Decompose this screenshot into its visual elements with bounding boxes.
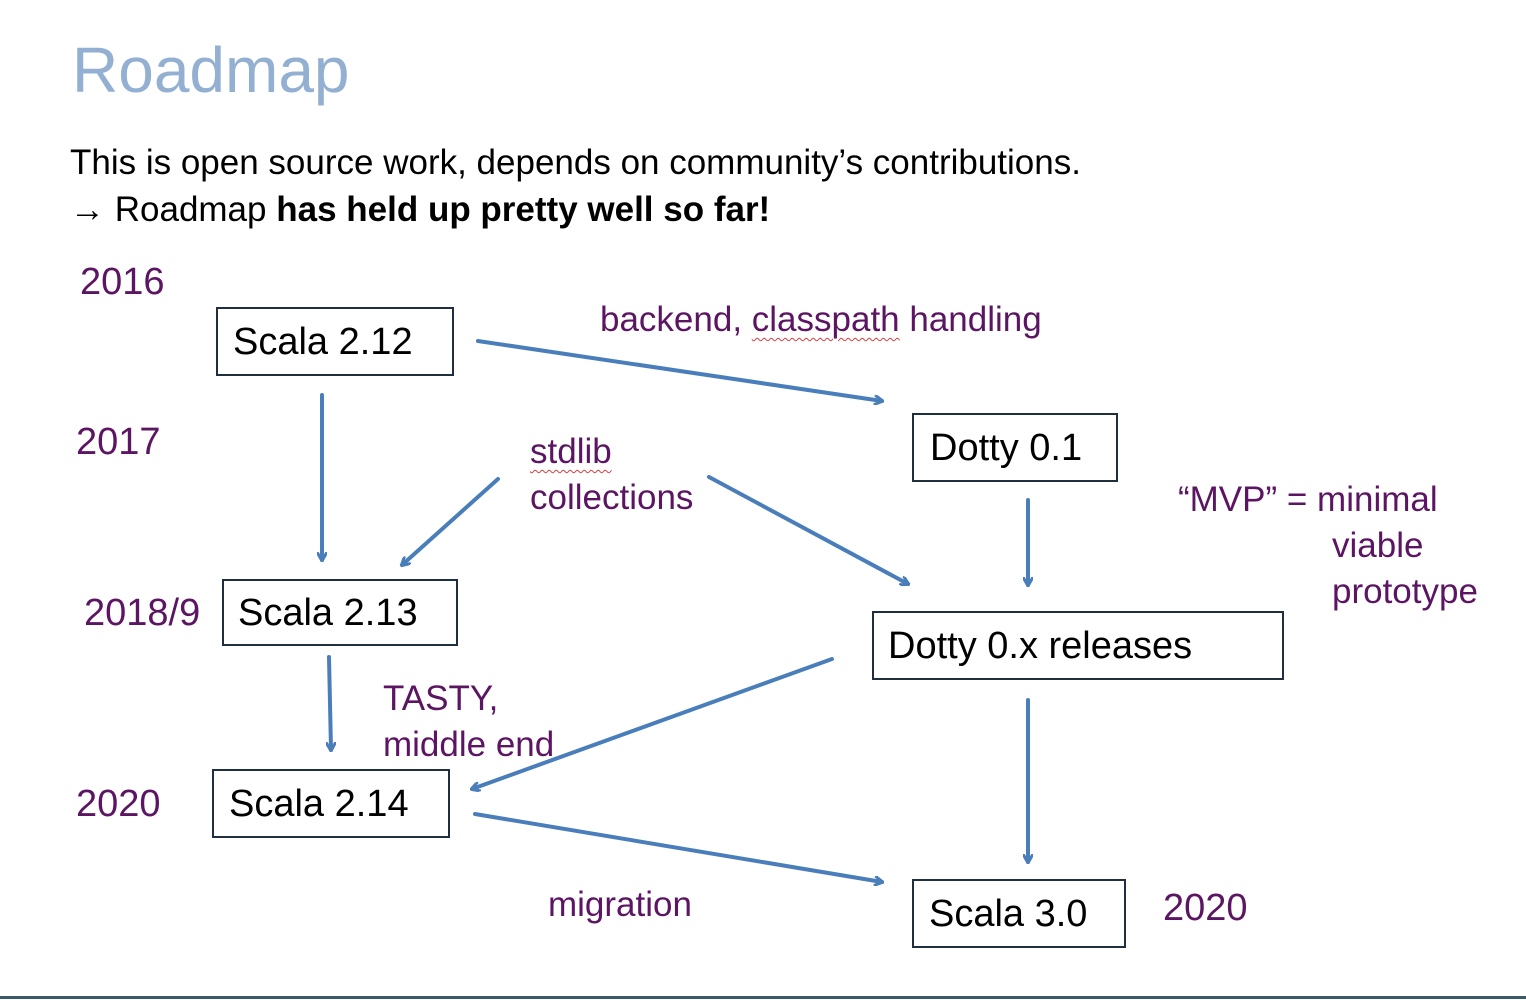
box-scala-2-14-label: Scala 2.14 bbox=[229, 782, 409, 825]
box-scala-2-13 bbox=[222, 579, 458, 646]
note-mvp-line-3: prototype bbox=[1332, 572, 1478, 611]
arrow-stdlib-to-dotty0x bbox=[709, 477, 908, 584]
right-arrow-icon: → bbox=[70, 190, 105, 229]
note-classpath: classpath bbox=[751, 300, 900, 339]
arrow-stdlib-to-213 bbox=[402, 479, 498, 565]
intro-line-2-plain: Roadmap bbox=[114, 190, 267, 229]
note-middle-end: middle end bbox=[383, 725, 555, 764]
note-backend-classpath bbox=[600, 302, 1042, 337]
bottom-divider bbox=[0, 996, 1526, 999]
note-migration: migration bbox=[548, 885, 692, 924]
arrow-214-to-30 bbox=[475, 814, 882, 882]
note-mvp-line-1: “MVP” = minimal bbox=[1178, 480, 1438, 519]
box-dotty-0-x-releases bbox=[872, 611, 1284, 680]
note-stdlib bbox=[530, 434, 612, 469]
box-dotty-0-x-releases-label: Dotty 0.x releases bbox=[888, 624, 1193, 667]
arrow-213-to-214 bbox=[329, 657, 331, 750]
arrow-212-to-dotty01 bbox=[478, 341, 882, 401]
box-scala-2-13-label: Scala 2.13 bbox=[238, 591, 418, 634]
note-stdlib-text: stdlib bbox=[530, 432, 612, 471]
box-dotty-0-1-label: Dotty 0.1 bbox=[930, 426, 1083, 469]
note-collections: collections bbox=[530, 478, 694, 517]
note-tasty: TASTY, bbox=[383, 679, 499, 718]
box-dotty-0-1 bbox=[912, 413, 1118, 482]
year-2020-left: 2020 bbox=[76, 783, 161, 825]
year-2017: 2017 bbox=[76, 421, 161, 463]
year-2016: 2016 bbox=[80, 261, 165, 303]
year-2020-right: 2020 bbox=[1163, 887, 1248, 929]
note-backend: backend, bbox=[600, 300, 752, 339]
note-handling: handling bbox=[899, 300, 1042, 339]
note-mvp-line-2: viable bbox=[1332, 526, 1424, 565]
box-scala-3-0-label: Scala 3.0 bbox=[929, 892, 1088, 935]
box-scala-2-12 bbox=[216, 307, 454, 376]
box-scala-2-12-label: Scala 2.12 bbox=[233, 320, 413, 363]
slide-title: Roadmap bbox=[72, 34, 350, 106]
box-scala-2-14 bbox=[212, 769, 450, 838]
box-scala-3-0 bbox=[912, 879, 1126, 948]
intro-line-1: This is open source work, depends on community’s contributions. bbox=[70, 143, 1081, 182]
arrow-dotty0x-to-214 bbox=[472, 659, 832, 789]
intro-line-2-bold: has held up pretty well so far! bbox=[276, 190, 771, 229]
year-2018-9: 2018/9 bbox=[84, 592, 201, 634]
